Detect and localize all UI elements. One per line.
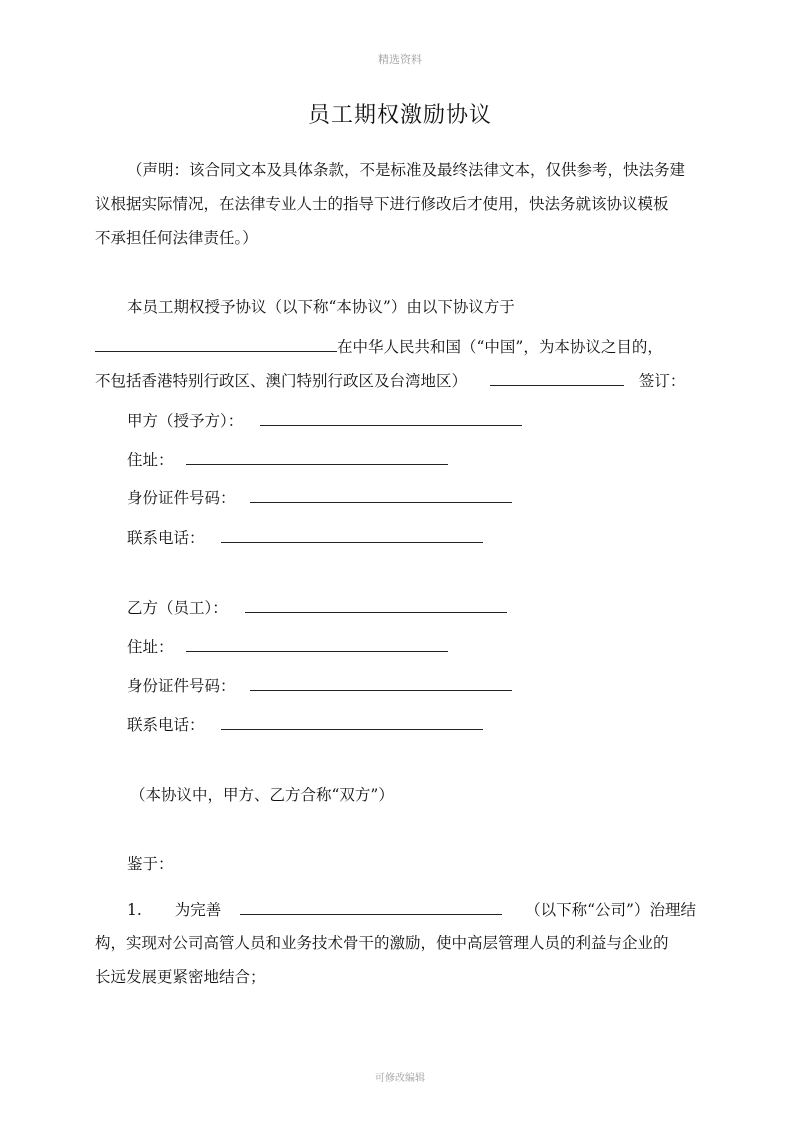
party-a-row [127,409,522,431]
whereas-item-1-suffix: （以下称“公司”）治理结 [525,901,696,919]
party-a-address-label: 住址： [127,451,174,469]
whereas-item-1-prefix: 为完善 [174,901,222,919]
intro-line-1: 本员工期权授予协议（以下称“本协议”）由以下协议方于 [127,298,515,316]
party-a-address-row [127,448,448,470]
disclaimer-line-1: （声明：该合同文本及具体条款，不是标准及最终法律文本，仅供参考，快法务建 [127,161,686,179]
party-b-phone-blank[interactable] [221,713,483,730]
intro-line-2-text: 在中华人民共和国（“中国”，为本协议之目的， [337,338,663,356]
location-blank[interactable] [490,369,624,386]
party-b-label: 乙方（员工）： [127,599,228,617]
party-a-id-row [127,486,512,508]
party-a-phone-blank[interactable] [221,526,483,543]
company-name-blank[interactable] [240,898,502,915]
intro-line-3 [95,369,685,392]
party-a-name-blank[interactable] [260,409,522,426]
document-title: 员工期权激励协议 [307,103,492,128]
party-b-phone-row [127,713,483,735]
party-b-address-blank[interactable] [186,635,448,652]
footer-note: 可修改编辑 [375,1073,425,1084]
both-parties-note: （本协议中，甲方、乙方合称“双方”） [130,786,394,804]
disclaimer-line-3: 不承担任何法律责任。） [95,229,258,247]
whereas-item-1-line-1 [127,898,696,921]
party-b-phone-label: 联系电话： [127,716,205,734]
whereas-heading: 鉴于： [127,855,174,873]
party-b-id-row [127,674,512,696]
disclaimer-line-2: 议根据实际情况，在法律专业人士的指导下进行修改后才使用，快法务就该协议模板 [95,195,669,213]
party-a-id-blank[interactable] [250,486,512,503]
intro-line-3-text: 不包括香港特别行政区、澳门特别行政区及台湾地区） [95,372,468,390]
header-watermark: 精选资料 [378,53,422,66]
party-b-name-blank[interactable] [245,596,507,613]
whereas-item-1-number: 1. [127,901,142,919]
party-a-phone-row [127,526,483,548]
party-b-row [127,596,507,618]
party-a-address-blank[interactable] [186,448,448,465]
intro-line-2 [95,335,663,358]
party-b-address-label: 住址： [127,638,174,656]
whereas-item-1-line-2: 构，实现对公司高管人员和业务技术骨干的激励，使中高层管理人员的利益与企业的 [95,934,669,952]
signed-text: 签订： [638,372,686,390]
party-a-id-label: 身份证件号码： [127,489,236,507]
party-a-phone-label: 联系电话： [127,529,205,547]
party-b-id-blank[interactable] [250,674,512,691]
party-b-address-row [127,635,448,657]
party-a-label: 甲方（授予方）： [127,412,244,430]
party-b-id-label: 身份证件号码： [127,677,236,695]
date-blank[interactable] [95,335,337,352]
whereas-item-1-line-3: 长远发展更紧密地结合； [95,968,266,986]
